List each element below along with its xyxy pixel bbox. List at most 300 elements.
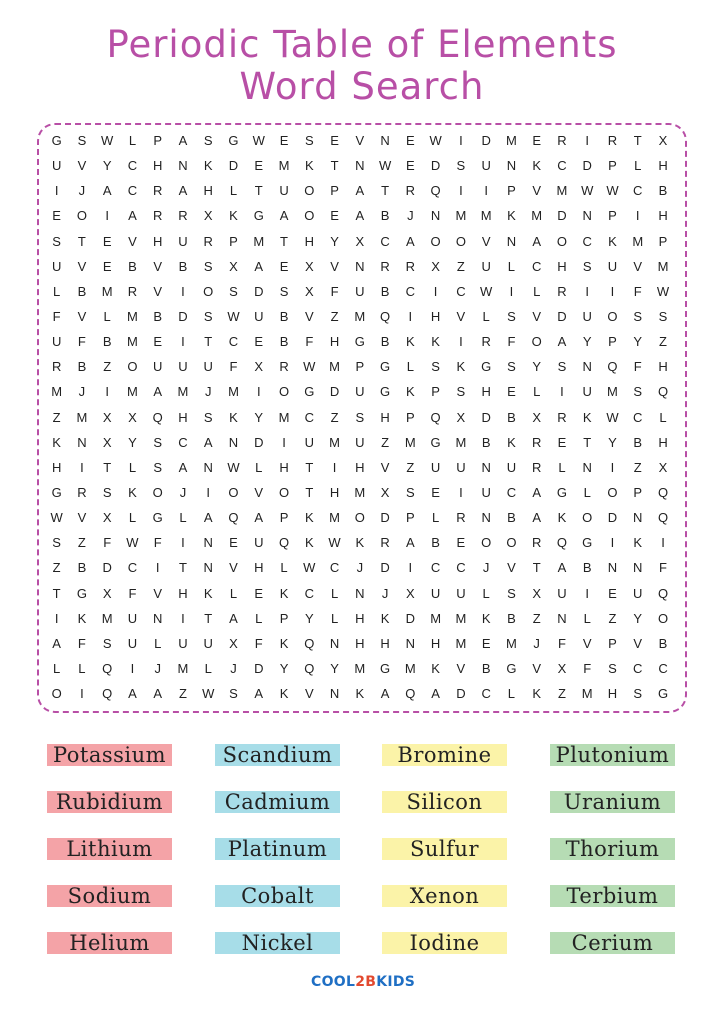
grid-letter[interactable]: E [431, 484, 440, 500]
grid-letter[interactable]: P [608, 158, 617, 174]
grid-letter[interactable]: I [80, 686, 84, 702]
grid-letter[interactable]: I [585, 283, 590, 299]
grid-letter[interactable]: O [582, 510, 593, 526]
grid-letter[interactable]: I [585, 585, 590, 601]
grid-letter[interactable]: S [203, 409, 213, 425]
grid-letter[interactable]: P [229, 233, 238, 249]
grid-letter[interactable]: M [177, 660, 189, 676]
grid-letter[interactable]: S [507, 308, 516, 324]
grid-letter[interactable]: M [505, 635, 517, 651]
grid-letter[interactable]: X [102, 409, 112, 425]
grid-letter[interactable]: L [583, 484, 591, 500]
grid-letter[interactable]: E [102, 258, 112, 274]
grid-letter[interactable]: V [153, 283, 163, 299]
grid-letter[interactable]: I [408, 308, 413, 324]
grid-letter[interactable]: L [128, 510, 137, 526]
grid-letter[interactable]: E [254, 585, 264, 601]
grid-letter[interactable]: O [304, 208, 315, 224]
grid-letter[interactable]: W [303, 359, 316, 375]
grid-letter[interactable]: I [105, 384, 109, 400]
grid-letter[interactable]: J [230, 660, 237, 676]
grid-letter[interactable]: X [229, 258, 238, 274]
grid-letter[interactable]: S [557, 359, 567, 375]
grid-letter[interactable]: V [304, 308, 314, 324]
grid-letter[interactable]: V [456, 308, 466, 324]
grid-letter[interactable]: R [153, 183, 163, 199]
grid-letter[interactable]: C [329, 560, 340, 576]
grid-letter[interactable]: G [228, 133, 239, 148]
grid-letter[interactable]: Z [330, 409, 339, 425]
grid-letter[interactable]: Q [102, 686, 113, 702]
grid-letter[interactable]: C [633, 183, 643, 199]
grid-letter[interactable]: W [378, 158, 392, 174]
grid-letter[interactable]: F [77, 635, 86, 651]
grid-letter[interactable]: H [203, 183, 213, 199]
grid-letter[interactable]: U [203, 359, 213, 375]
grid-letter[interactable]: V [304, 686, 314, 702]
grid-letter[interactable]: N [430, 208, 441, 224]
grid-letter[interactable]: Q [657, 484, 669, 500]
grid-letter[interactable]: P [279, 510, 289, 526]
grid-letter[interactable]: S [203, 133, 213, 148]
grid-letter[interactable]: J [407, 208, 414, 224]
grid-letter[interactable]: I [560, 384, 564, 400]
grid-letter[interactable]: K [582, 409, 592, 425]
grid-letter[interactable]: T [254, 183, 263, 199]
grid-letter[interactable]: C [228, 334, 239, 350]
grid-letter[interactable]: E [507, 384, 516, 400]
grid-letter[interactable]: M [632, 233, 644, 249]
grid-letter[interactable]: C [557, 158, 567, 174]
grid-letter[interactable]: A [52, 635, 61, 651]
grid-letter[interactable]: M [404, 434, 416, 450]
grid-letter[interactable]: O [531, 334, 542, 350]
grid-letter[interactable]: X [532, 409, 542, 425]
grid-letter[interactable]: A [532, 510, 542, 526]
grid-letter[interactable]: E [52, 208, 61, 224]
grid-letter[interactable]: A [355, 208, 365, 224]
grid-letter[interactable]: V [633, 635, 643, 651]
grid-letter[interactable]: R [557, 409, 567, 425]
grid-letter[interactable]: X [355, 233, 365, 249]
grid-letter[interactable]: U [430, 459, 441, 475]
grid-letter[interactable]: N [203, 459, 213, 475]
grid-letter[interactable]: T [103, 459, 112, 475]
grid-letter[interactable]: N [329, 686, 340, 702]
grid-letter[interactable]: X [658, 459, 668, 475]
grid-letter[interactable]: S [203, 308, 213, 324]
grid-letter[interactable]: I [181, 283, 185, 299]
grid-letter[interactable]: M [480, 208, 492, 224]
grid-letter[interactable]: V [507, 560, 516, 576]
grid-letter[interactable]: S [582, 258, 592, 274]
grid-letter[interactable]: U [430, 585, 441, 601]
grid-letter[interactable]: U [355, 434, 365, 450]
grid-letter[interactable]: U [582, 384, 592, 400]
grid-letter[interactable]: P [406, 409, 415, 425]
grid-letter[interactable]: U [203, 635, 213, 651]
grid-letter[interactable]: A [380, 686, 390, 702]
grid-letter[interactable]: H [153, 158, 163, 174]
grid-letter[interactable]: U [355, 283, 365, 299]
grid-letter[interactable]: Y [633, 610, 643, 626]
grid-letter[interactable]: Z [608, 610, 617, 626]
grid-letter[interactable]: R [456, 510, 466, 526]
grid-letter[interactable]: S [77, 133, 87, 148]
grid-letter[interactable]: N [329, 635, 340, 651]
grid-letter[interactable]: M [329, 359, 340, 375]
grid-letter[interactable]: N [355, 158, 365, 174]
grid-letter[interactable]: V [77, 158, 87, 174]
grid-letter[interactable]: S [52, 233, 61, 249]
grid-letter[interactable]: W [227, 459, 240, 475]
grid-letter[interactable]: I [433, 283, 438, 299]
grid-letter[interactable]: X [229, 635, 238, 651]
grid-letter[interactable]: X [102, 510, 112, 526]
grid-letter[interactable]: S [507, 585, 516, 601]
grid-letter[interactable]: O [203, 283, 214, 299]
grid-letter[interactable]: X [102, 434, 112, 450]
grid-letter[interactable]: P [406, 510, 415, 526]
grid-letter[interactable]: M [127, 334, 138, 350]
grid-letter[interactable]: D [102, 560, 112, 576]
grid-letter[interactable]: I [610, 535, 615, 551]
grid-letter[interactable]: Z [381, 434, 390, 450]
grid-letter[interactable]: T [583, 434, 592, 450]
grid-letter[interactable]: N [557, 610, 567, 626]
grid-letter[interactable]: J [204, 384, 212, 400]
grid-letter[interactable]: N [607, 560, 618, 576]
grid-letter[interactable]: M [278, 158, 290, 174]
grid-letter[interactable]: F [633, 359, 642, 375]
grid-letter[interactable]: Z [456, 258, 465, 274]
grid-letter[interactable]: D [380, 510, 390, 526]
grid-letter[interactable]: A [178, 459, 188, 475]
grid-letter[interactable]: D [254, 434, 264, 450]
grid-letter[interactable]: O [51, 686, 62, 702]
grid-letter[interactable]: Y [532, 359, 542, 375]
grid-letter[interactable]: U [51, 158, 62, 174]
grid-letter[interactable]: X [431, 258, 440, 274]
grid-letter[interactable]: P [431, 384, 440, 400]
grid-letter[interactable]: H [355, 459, 365, 475]
grid-letter[interactable]: B [481, 434, 491, 450]
grid-letter[interactable]: K [304, 535, 314, 551]
grid-letter[interactable]: H [51, 459, 62, 475]
grid-letter[interactable]: D [329, 384, 340, 400]
grid-letter[interactable]: O [481, 535, 492, 551]
grid-letter[interactable]: F [254, 635, 263, 651]
grid-letter[interactable]: I [484, 183, 488, 199]
grid-letter[interactable]: E [102, 233, 112, 249]
grid-letter[interactable]: O [455, 233, 466, 249]
grid-letter[interactable]: A [229, 610, 238, 626]
grid-letter[interactable]: A [153, 686, 163, 702]
grid-letter[interactable]: X [532, 585, 542, 601]
grid-letter[interactable]: N [178, 158, 188, 174]
grid-letter[interactable]: F [153, 535, 162, 551]
grid-letter[interactable]: M [354, 308, 366, 324]
grid-letter[interactable]: I [282, 434, 286, 450]
grid-letter[interactable]: P [279, 610, 289, 626]
grid-letter[interactable]: G [354, 334, 365, 350]
grid-letter[interactable]: S [102, 484, 112, 500]
grid-letter[interactable]: U [127, 610, 138, 626]
grid-letter[interactable]: E [608, 585, 617, 601]
grid-letter[interactable]: V [77, 510, 87, 526]
grid-letter[interactable]: R [531, 535, 542, 551]
grid-letter[interactable]: K [304, 158, 314, 174]
grid-letter[interactable]: M [404, 660, 416, 676]
grid-letter[interactable]: W [429, 133, 442, 148]
grid-letter[interactable]: O [278, 384, 290, 400]
grid-letter[interactable]: X [456, 409, 466, 425]
grid-letter[interactable]: D [557, 208, 567, 224]
grid-letter[interactable]: H [355, 635, 365, 651]
grid-letter[interactable]: S [229, 283, 238, 299]
grid-letter[interactable]: E [254, 334, 264, 350]
grid-letter[interactable]: X [658, 133, 668, 148]
grid-letter[interactable]: Q [657, 510, 669, 526]
grid-letter[interactable]: A [178, 133, 188, 148]
grid-letter[interactable]: Z [532, 610, 541, 626]
grid-letter[interactable]: X [304, 258, 314, 274]
grid-letter[interactable]: U [127, 635, 138, 651]
grid-letter[interactable]: H [658, 208, 668, 224]
grid-letter[interactable]: U [178, 635, 188, 651]
grid-letter[interactable]: R [531, 434, 542, 450]
grid-letter[interactable]: Q [304, 635, 315, 651]
grid-letter[interactable]: Q [278, 535, 290, 551]
grid-letter[interactable]: C [658, 660, 668, 676]
grid-letter[interactable]: T [330, 158, 339, 174]
grid-letter[interactable]: S [658, 308, 668, 324]
grid-letter[interactable]: M [101, 283, 113, 299]
grid-letter[interactable]: M [455, 610, 467, 626]
grid-letter[interactable]: H [557, 258, 567, 274]
grid-letter[interactable]: N [380, 133, 390, 148]
grid-letter[interactable]: F [103, 535, 112, 551]
grid-letter[interactable]: M [531, 208, 543, 224]
grid-letter[interactable]: I [459, 334, 463, 350]
grid-letter[interactable]: L [103, 308, 111, 324]
grid-letter[interactable]: F [330, 283, 339, 299]
grid-letter[interactable]: L [179, 510, 187, 526]
grid-letter[interactable]: A [178, 183, 188, 199]
grid-letter[interactable]: K [279, 585, 289, 601]
grid-letter[interactable]: G [430, 434, 441, 450]
grid-letter[interactable]: V [380, 459, 390, 475]
grid-letter[interactable]: P [608, 208, 617, 224]
grid-letter[interactable]: A [532, 484, 542, 500]
grid-letter[interactable]: M [127, 308, 138, 324]
grid-letter[interactable]: A [406, 535, 415, 551]
grid-letter[interactable]: L [280, 560, 288, 576]
grid-letter[interactable]: Q [228, 510, 239, 526]
grid-letter[interactable]: L [229, 183, 238, 199]
grid-letter[interactable]: H [178, 585, 188, 601]
grid-letter[interactable]: G [76, 585, 87, 601]
grid-letter[interactable]: I [635, 208, 640, 224]
grid-letter[interactable]: G [380, 660, 391, 676]
grid-letter[interactable]: L [255, 610, 263, 626]
grid-letter[interactable]: K [229, 208, 238, 224]
grid-letter[interactable]: D [456, 686, 466, 702]
grid-letter[interactable]: D [481, 133, 491, 148]
grid-letter[interactable]: I [181, 610, 185, 626]
grid-letter[interactable]: Y [608, 434, 617, 450]
grid-letter[interactable]: F [507, 334, 516, 350]
grid-letter[interactable]: F [659, 560, 667, 576]
grid-letter[interactable]: Y [128, 434, 137, 450]
grid-letter[interactable]: P [507, 183, 516, 199]
grid-letter[interactable]: V [128, 233, 137, 249]
grid-letter[interactable]: S [507, 359, 516, 375]
grid-letter[interactable]: R [380, 258, 390, 274]
grid-letter[interactable]: B [481, 660, 491, 676]
grid-letter[interactable]: B [658, 635, 668, 651]
grid-letter[interactable]: I [459, 183, 463, 199]
grid-letter[interactable]: K [532, 686, 542, 702]
grid-letter[interactable]: T [305, 459, 314, 475]
grid-letter[interactable]: V [77, 258, 87, 274]
grid-letter[interactable]: L [204, 660, 212, 676]
grid-letter[interactable]: Q [430, 409, 441, 425]
grid-letter[interactable]: L [432, 510, 440, 526]
grid-letter[interactable]: B [178, 258, 188, 274]
grid-letter[interactable]: B [380, 334, 390, 350]
grid-letter[interactable]: O [152, 484, 163, 500]
grid-letter[interactable]: G [51, 133, 62, 148]
grid-letter[interactable]: Y [330, 233, 339, 249]
grid-letter[interactable]: Q [430, 183, 441, 199]
grid-letter[interactable]: U [304, 434, 314, 450]
grid-letter[interactable]: J [179, 484, 187, 500]
grid-letter[interactable]: R [531, 459, 542, 475]
grid-letter[interactable]: U [51, 334, 62, 350]
grid-letter[interactable]: K [431, 334, 440, 350]
grid-letter[interactable]: A [406, 233, 415, 249]
grid-letter[interactable]: H [304, 233, 314, 249]
grid-letter[interactable]: B [507, 409, 516, 425]
grid-letter[interactable]: R [405, 258, 416, 274]
grid-letter[interactable]: B [279, 334, 289, 350]
grid-letter[interactable]: B [507, 510, 516, 526]
grid-letter[interactable]: S [456, 384, 466, 400]
grid-letter[interactable]: T [633, 133, 642, 148]
grid-letter[interactable]: O [76, 208, 87, 224]
grid-letter[interactable]: K [406, 384, 415, 400]
grid-letter[interactable]: S [153, 434, 163, 450]
grid-letter[interactable]: Z [103, 359, 112, 375]
grid-letter[interactable]: P [355, 359, 365, 375]
grid-letter[interactable]: Q [657, 585, 669, 601]
grid-letter[interactable]: H [481, 384, 491, 400]
grid-letter[interactable]: D [607, 510, 618, 526]
grid-letter[interactable]: A [431, 686, 440, 702]
grid-letter[interactable]: O [430, 233, 441, 249]
grid-letter[interactable]: K [229, 409, 238, 425]
grid-letter[interactable]: H [380, 409, 390, 425]
grid-letter[interactable]: H [153, 233, 163, 249]
grid-letter[interactable]: N [481, 510, 491, 526]
grid-letter[interactable]: N [203, 535, 213, 551]
grid-letter[interactable]: T [204, 610, 213, 626]
grid-letter[interactable]: E [532, 133, 542, 148]
grid-letter[interactable]: K [128, 484, 137, 500]
grid-letter[interactable]: L [533, 283, 541, 299]
grid-letter[interactable]: S [633, 384, 643, 400]
grid-letter[interactable]: I [54, 183, 59, 199]
grid-letter[interactable]: G [253, 208, 264, 224]
grid-letter[interactable]: J [381, 585, 389, 601]
grid-letter[interactable]: C [405, 283, 416, 299]
grid-letter[interactable]: D [380, 560, 390, 576]
grid-letter[interactable]: M [329, 510, 340, 526]
grid-letter[interactable]: A [254, 258, 264, 274]
grid-letter[interactable]: N [203, 560, 213, 576]
grid-letter[interactable]: F [128, 585, 137, 601]
grid-letter[interactable]: Q [102, 660, 113, 676]
grid-letter[interactable]: E [330, 133, 339, 148]
grid-letter[interactable]: Z [330, 308, 339, 324]
grid-letter[interactable]: F [52, 308, 61, 324]
grid-letter[interactable]: K [304, 510, 314, 526]
grid-letter[interactable]: M [253, 233, 265, 249]
grid-letter[interactable]: D [430, 158, 441, 174]
grid-letter[interactable]: T [532, 560, 541, 576]
grid-letter[interactable]: W [656, 283, 670, 299]
grid-letter[interactable]: R [127, 283, 138, 299]
grid-letter[interactable]: L [482, 308, 490, 324]
grid-letter[interactable]: A [557, 560, 567, 576]
grid-letter[interactable]: F [583, 660, 592, 676]
grid-letter[interactable]: R [203, 233, 213, 249]
grid-letter[interactable]: V [229, 560, 238, 576]
grid-letter[interactable]: S [52, 535, 61, 551]
grid-letter[interactable]: M [51, 384, 63, 400]
grid-letter[interactable]: A [532, 233, 542, 249]
grid-letter[interactable]: W [101, 133, 114, 148]
grid-letter[interactable]: G [582, 535, 593, 551]
grid-letter[interactable]: D [481, 409, 491, 425]
grid-letter[interactable]: H [329, 484, 340, 500]
grid-letter[interactable]: V [582, 635, 592, 651]
grid-letter[interactable]: R [178, 208, 188, 224]
grid-letter[interactable]: H [380, 635, 390, 651]
grid-letter[interactable]: C [506, 484, 517, 500]
grid-letter[interactable]: L [533, 384, 541, 400]
grid-letter[interactable]: I [256, 384, 261, 400]
grid-letter[interactable]: B [77, 283, 87, 299]
grid-letter[interactable]: S [431, 359, 440, 375]
grid-letter[interactable]: I [408, 560, 413, 576]
grid-letter[interactable]: X [102, 585, 112, 601]
grid-letter[interactable]: L [659, 409, 667, 425]
grid-letter[interactable]: E [279, 133, 289, 148]
grid-letter[interactable]: L [558, 459, 566, 475]
grid-letter[interactable]: M [657, 258, 669, 274]
grid-letter[interactable]: I [80, 459, 84, 475]
grid-letter[interactable]: L [507, 258, 516, 274]
grid-letter[interactable]: L [78, 660, 86, 676]
grid-letter[interactable]: U [582, 308, 592, 324]
grid-letter[interactable]: R [153, 208, 163, 224]
grid-letter[interactable]: V [355, 133, 365, 148]
grid-letter[interactable]: E [330, 208, 339, 224]
grid-letter[interactable]: K [456, 359, 466, 375]
grid-letter[interactable]: Z [52, 560, 61, 576]
